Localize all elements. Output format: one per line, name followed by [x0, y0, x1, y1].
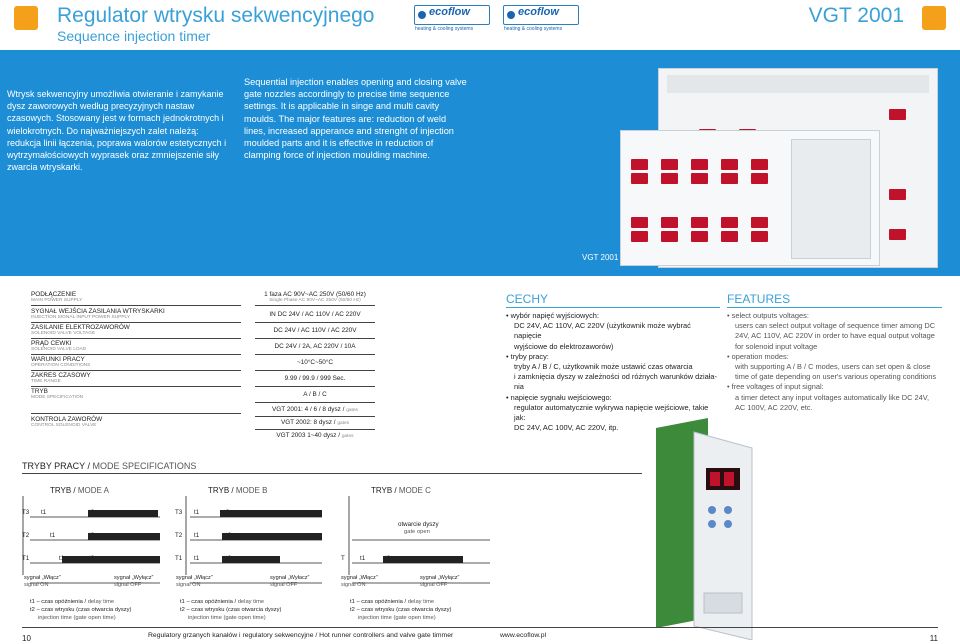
gate-open-bar	[88, 510, 158, 517]
legend-injection: t2 – czas wtrysku (czas otwarcia dyszy)	[30, 607, 132, 613]
signal-off-label	[270, 575, 309, 589]
page-number-right: 11	[929, 634, 938, 643]
device-display-icon	[721, 217, 738, 228]
valve-count-unit: gates	[341, 434, 354, 439]
value-divider	[255, 305, 375, 306]
device-display-icon	[751, 159, 768, 170]
row-label: T2	[22, 532, 30, 539]
device-display-icon	[691, 159, 708, 170]
valve-count-text: VGT 2003 1~40 dysz /	[276, 432, 341, 439]
spec-row	[31, 308, 165, 320]
mode-c-title	[371, 486, 431, 495]
brand-mark-icon	[418, 11, 426, 19]
mode-label-pl: TRYB /	[208, 486, 234, 495]
legend-injection: t2 – czas wtrysku (czas otwarcia dyszy)	[180, 607, 282, 613]
injection-label: t2	[385, 555, 391, 562]
spec-sub: CONTROL SOLENOID VALVE	[31, 423, 97, 428]
valve-count-unit: gates	[346, 408, 358, 413]
features-line: 24V, AC 110V, AC 220V in order to have equal output voltage	[735, 331, 935, 341]
spec-value-text: 1 faza AC 90V~AC 250V (50/60 Hz)	[264, 291, 366, 298]
injection-label: t2	[89, 509, 95, 516]
signal-off-pl: sygnał „Wyłącz”	[420, 575, 460, 581]
legend-injection-en: injection time (gate open time)	[38, 615, 116, 621]
cechy-line: nia	[514, 382, 524, 392]
spec-value: IN DC 24V / AC 110V / AC 220V	[269, 311, 361, 318]
row-label: T2	[175, 532, 183, 539]
brand-mark-icon	[507, 11, 515, 19]
mode-label-pl: TRYB /	[50, 486, 76, 495]
spec-name: PRĄD CEWKI	[31, 340, 72, 347]
device-caption: VGT 2001	[582, 253, 619, 262]
spec-divider	[31, 370, 241, 371]
spec-value: A / B / C	[303, 391, 327, 398]
signal-on-en: signal ON	[176, 582, 201, 588]
legend-injection-en: injection time (gate open time)	[188, 615, 266, 621]
device-top-panel	[667, 75, 929, 93]
value-divider	[255, 354, 375, 355]
mode-label-en: MODE B	[235, 486, 268, 495]
spec-sub: MODE SPECIFICATION	[31, 395, 84, 400]
legend-delay: t1 – czas opóźnienia /	[180, 599, 237, 605]
device-display-icon	[751, 231, 768, 242]
injection-label: t2	[226, 532, 232, 539]
cechy-line: wyjściowe do elektrozaworów)	[514, 341, 614, 351]
value-divider	[255, 386, 375, 387]
device-display-icon	[631, 173, 648, 184]
cechy-rule	[506, 307, 720, 308]
mode-label-en: MODE A	[77, 486, 109, 495]
signal-off-pl: sygnał „Wyłącz”	[114, 575, 154, 581]
row-label: T3	[22, 509, 30, 516]
valve-count-row	[255, 406, 375, 413]
legend-delay: t1 – czas opóźnienia /	[350, 599, 407, 605]
device-display-icon	[691, 217, 708, 228]
spec-name: KONTROLA ZAWORÓW	[31, 416, 103, 423]
valve-count-text: VGT 2002: 8 dysz /	[280, 419, 336, 426]
device-display-icon	[691, 231, 708, 242]
footer-rule	[22, 627, 938, 628]
cechy-title: CECHY	[506, 292, 549, 306]
injection-label: t2	[226, 555, 232, 562]
signal-on-pl: sygnał „Włącz”	[176, 575, 213, 581]
features-line: • free voltages of input signal:	[727, 382, 824, 392]
device-display-icon	[631, 217, 648, 228]
mode-label-en: MODE C	[398, 486, 431, 495]
injection-label: t2	[89, 555, 95, 562]
cechy-line: tryby A / B / C, użytkownik może ustawić czas otwarcia	[514, 362, 693, 372]
delay-label: t1	[194, 555, 200, 562]
features-line: users can select output voltage of sequence timer among DC	[735, 321, 936, 331]
spec-divider	[31, 338, 241, 339]
device-photo-front	[620, 130, 880, 266]
modes-section-rule	[22, 473, 642, 474]
cechy-line: regulator automatycznie wykrywa napięcie wejściowe, takie	[514, 402, 709, 412]
spec-divider	[31, 413, 241, 414]
gate-open-bar	[220, 510, 322, 517]
spec-sub: INJECTION SIGNAL INPUT POWER SUPPLY	[31, 315, 131, 320]
delay-label: t1	[194, 509, 200, 516]
value-divider	[255, 370, 375, 371]
device-display-icon	[661, 159, 678, 170]
signal-off-pl: sygnał „Wyłacz”	[270, 575, 310, 581]
footer-url-link[interactable]: www.ecoflow.pl	[500, 632, 547, 639]
modes-section-title	[22, 461, 196, 471]
gate-open-bar	[383, 556, 463, 563]
signal-on-pl: sygnał „Włącz”	[341, 575, 378, 581]
spec-divider	[31, 354, 241, 355]
model-title: VGT 2001	[808, 4, 904, 27]
value-divider	[255, 429, 375, 430]
row-label: T3	[175, 509, 183, 516]
value-divider	[255, 416, 375, 417]
signal-on-label	[176, 575, 213, 589]
device-display-icon	[631, 159, 648, 170]
delay-label: t1	[59, 555, 65, 562]
modes-title-pl: TRYBY PRACY /	[22, 461, 91, 471]
signal-off-label	[114, 575, 153, 589]
features-line: time of gate depending on user's various operating conditions	[735, 372, 937, 382]
mode-b-legend	[180, 598, 281, 622]
spec-name: ZASILANIE ELEKTROZAWORÓW	[31, 324, 130, 331]
legend-delay: t1 – czas opóźnienia /	[30, 599, 87, 605]
signal-on-label	[341, 575, 378, 589]
footer-text-en: Hot runner controllers and valve gate timmer	[319, 632, 454, 639]
cechy-line: i zamknięcia dyszy w zależności od różnych warunków działa-	[514, 372, 717, 382]
features-line: a timer detect any input voltages automatically like DC 24V,	[735, 392, 930, 402]
signal-on-pl: sygnał „Włącz”	[24, 575, 61, 581]
mode-a-title	[50, 486, 109, 495]
delay-label: t1	[41, 509, 47, 516]
spec-value: DC 24V / 2A, AC 220V / 10A	[274, 343, 356, 350]
spec-divider	[31, 305, 241, 306]
gate-open-bar	[62, 556, 160, 563]
device-display-icon	[889, 229, 906, 240]
header-orange-square-left	[14, 6, 38, 30]
brand-tagline-right: heating & cooling systems	[504, 26, 563, 32]
device-display-icon	[721, 159, 738, 170]
cechy-line: • tryby pracy:	[506, 351, 549, 361]
spec-name: TRYB	[31, 388, 48, 395]
modes-title-en: MODE SPECIFICATIONS	[92, 461, 197, 471]
spec-sub: TIME RANGE	[31, 379, 61, 384]
spec-row	[31, 416, 102, 428]
legend-delay-en: delay time	[407, 599, 435, 605]
row-label: T1	[22, 555, 30, 562]
legend-delay-en: delay time	[237, 599, 265, 605]
header-orange-square-right	[922, 6, 946, 30]
cechy-line: jak:	[514, 413, 526, 423]
signal-on-label	[24, 575, 61, 589]
signal-on-en: signal ON	[24, 582, 49, 588]
intro-text-en: Sequential injection enables opening and closing valve gate nozzles accordingly to precise time sequence settings. It is applicable in singe and multi cavity moulds. The major features are: reduction of weld lines, increased apperance and strenght of injection moulded parts and it is effective in reduction of clamping force of injection moulding machine.	[244, 77, 467, 161]
mode-b-title	[208, 486, 267, 495]
spec-value: DC 24V / AC 110V / AC 220V	[273, 327, 357, 334]
gate-open-note: otwarcie dyszy	[398, 521, 439, 528]
device-display-icon	[751, 173, 768, 184]
features-list	[727, 311, 942, 413]
spec-divider	[31, 386, 241, 387]
spec-row	[31, 356, 90, 368]
cechy-line: • napięcie sygnału wejściowego:	[506, 392, 612, 402]
row-label: T1	[175, 555, 183, 562]
legend-injection: t2 – czas wtrysku (czas otwarcia dyszy)	[350, 607, 452, 613]
page-title: Regulator wtrysku sekwencyjnego	[57, 4, 375, 27]
gate-open-bar	[222, 533, 322, 540]
spec-value: 9.99 / 99.9 / 999 Sec.	[284, 375, 346, 382]
device-display-icon	[751, 217, 768, 228]
value-divider	[255, 402, 375, 403]
device-display-icon	[661, 173, 678, 184]
valve-count-row	[255, 432, 375, 439]
legend-delay-en: delay time	[87, 599, 115, 605]
valve-count-row	[255, 419, 375, 426]
mode-a-legend	[30, 598, 131, 622]
controller-card-photo	[648, 418, 760, 640]
device-display-icon	[661, 231, 678, 242]
spec-name: ZAKRES CZASOWY	[31, 372, 91, 379]
brand-logo-right	[503, 5, 579, 25]
brand-tagline-left: heating & cooling systems	[415, 26, 474, 32]
spec-sub: SOLENOID VALVE LOAD	[31, 347, 87, 352]
row-label: T	[341, 555, 345, 562]
delay-label: t1	[194, 532, 200, 539]
spec-name: PODŁĄCZENIE	[31, 291, 77, 298]
spec-row	[31, 291, 82, 303]
footer-text-pl: Regulatory grzanych kanałów i regulatory sekwencyjne /	[148, 632, 318, 639]
delay-label: t1	[50, 532, 56, 539]
spec-value-sub: Single Phase AC 90V~AC 250V (50/60 Hz)	[269, 298, 361, 303]
footer-text	[148, 632, 453, 639]
mode-c-legend	[350, 598, 451, 622]
features-line: • operation modes:	[727, 351, 789, 361]
spec-name: WARUNKI PRACY	[31, 356, 85, 363]
cechy-line: DC 24V, AC 110V, AC 220V (użytkownik może wybrać napięcie	[514, 321, 691, 341]
brand-wordmark: ecoflow	[518, 6, 559, 18]
spec-sub: OPERATION CONDITIONS	[31, 363, 91, 368]
delay-label: t1	[360, 555, 366, 562]
spec-row	[31, 372, 91, 384]
cechy-line: DC 24V, AC 100V, AC 220V, itp.	[514, 423, 619, 433]
features-line: with supporting A / B / C modes, users can set open & close	[735, 362, 931, 372]
value-divider	[255, 322, 375, 323]
gate-open-note-en: gate open	[404, 529, 430, 535]
device-display-icon	[691, 173, 708, 184]
injection-label: t2	[89, 532, 95, 539]
spec-sub: MAIN POWER SUPPLY	[31, 298, 83, 303]
spec-value	[255, 291, 375, 303]
injection-label: t2	[224, 509, 230, 516]
valve-count-unit: gates	[337, 421, 350, 426]
device-display-icon	[721, 173, 738, 184]
features-line: • select outputs voltages:	[727, 311, 809, 320]
spec-value: ~10°C~50°C	[296, 359, 334, 366]
legend-injection-en: injection time (gate open time)	[358, 615, 436, 621]
features-title: FEATURES	[727, 292, 791, 306]
signal-off-label	[420, 575, 459, 589]
signal-off-en: signal OFF	[270, 582, 298, 588]
device-side-panel	[791, 139, 871, 259]
brand-logo-left	[414, 5, 490, 25]
device-display-icon	[631, 231, 648, 242]
cechy-line: • wybór napięć wyjściowych:	[506, 311, 599, 320]
page-number-left: 10	[22, 634, 31, 643]
signal-off-en: signal OFF	[114, 582, 142, 588]
value-divider	[255, 338, 375, 339]
brand-wordmark: ecoflow	[429, 6, 470, 18]
spec-row	[31, 324, 130, 336]
mode-label-pl: TRYB /	[371, 486, 397, 495]
intro-text-pl: Wtrysk sekwencyjny umożliwia otwieranie i zamykanie dysz zaworowych według precyzyjnych nastaw czasowych. Stosowany jest w formach jednokrotnych i wielokrotnych. Do najważniejszych zalet należą: redukcja linii łączenia, poprawa walorów estetycznych i wytrzymałościowych wyprasek oraz zmniejszenie siły zwarcia wtryskarki.	[7, 89, 227, 173]
spec-divider	[31, 322, 241, 323]
device-display-icon	[661, 217, 678, 228]
spec-row	[31, 340, 86, 352]
device-display-icon	[721, 231, 738, 242]
spec-row	[31, 388, 83, 400]
spec-name: SYGNAŁ WEJŚCIA ZASILANIA WTRYSKARKI	[31, 308, 165, 315]
page-subtitle: Sequence injection timer	[57, 28, 211, 44]
spec-sub: SOLENOID VALVE VOLTAGE	[31, 331, 96, 336]
device-display-icon	[889, 109, 906, 120]
device-display-icon	[889, 189, 906, 200]
features-line: AC 100V, AC 220V, etc.	[735, 402, 813, 412]
cechy-list	[506, 311, 720, 433]
valve-count-text: VGT 2001: 4 / 6 / 8 dysz /	[272, 406, 345, 413]
gate-open-bar	[88, 533, 160, 540]
features-rule	[727, 307, 942, 308]
signal-on-en: signal ON	[341, 582, 366, 588]
signal-off-en: signal OFF	[420, 582, 448, 588]
features-line: for solenoid input voltage	[735, 341, 818, 351]
